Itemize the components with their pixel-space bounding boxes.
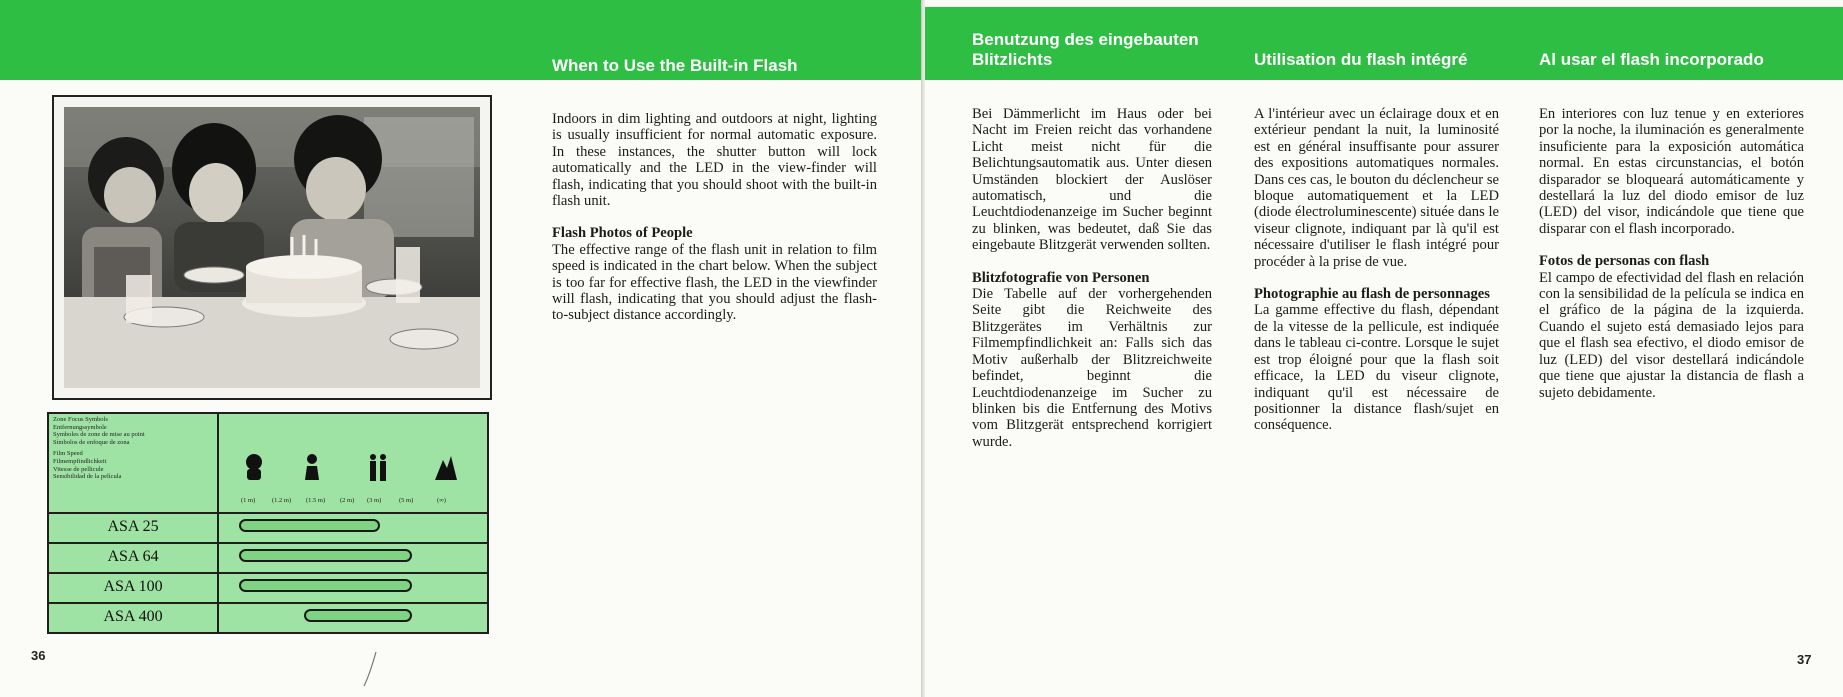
- english-header: When to Use the Built-in Flash: [552, 56, 798, 75]
- french-subhead: Photographie au flash de personnages: [1254, 286, 1490, 303]
- zone-legend-line: Symboles de zone de mise au point: [53, 431, 145, 439]
- spanish-intro: En interiores con luz tenue y en exteriores por la noche, la iluminación es generalmente insuficiente para la exposición automática normal. En estas circunstancias, el botón disparador se bloqueará automáticamente y destellará la luz del diodo emisor de luz (LED) del visor, indicándole que tiene que disparar con el flash incorporado.: [1539, 106, 1804, 237]
- distance-label: (5 m): [399, 497, 414, 504]
- range-bar: [239, 519, 380, 532]
- spanish-subhead: Fotos de personas con flash: [1539, 253, 1710, 270]
- zone-legend-line: Zone Focus Symbols: [53, 416, 108, 423]
- french-body: La gamme effective du flash, dépendant de la vitesse de la pellicule, est indiquée dans le tableau ci-contre. Lorsque le sujet est trop éloigné pour que la flash soit efficace, la LED du viseur clignote, indiquant qu'il est nécessaire de positionner la distance flash/sujet en conséquence.: [1254, 302, 1499, 434]
- asa-row: [49, 602, 487, 630]
- german-intro: Bei Dämmerlicht im Haus oder bei Nacht im Freien reicht das vorhandene Licht meist nicht für die Belichtungsautomatik aus. Unter diesen Umständen blockiert der Auslöser automatisch, und die Leuchtdiodenanzeige im Sucher beginnt zu blinken, was bedeutet, daß Sie das eingebaute Blitzgerät verwenden sollten.: [972, 106, 1212, 254]
- asa-label: ASA 64: [107, 548, 159, 565]
- range-bar: [239, 549, 412, 562]
- distance-label: (3 m): [367, 497, 382, 504]
- asa-row: [49, 542, 487, 570]
- spanish-header: Al usar el flash incorporado: [1539, 50, 1764, 69]
- asa-label: ASA 100: [103, 578, 163, 595]
- distance-label: (1.2 m): [272, 497, 292, 504]
- zone-legend-line: Símbolos de enfoque de zona: [53, 438, 130, 446]
- half-figure-icon: [301, 452, 323, 482]
- distance-label: (2 m): [340, 497, 355, 504]
- chart-legend: [53, 416, 223, 481]
- distance-label: (1.5 m): [306, 497, 326, 504]
- spanish-text: [1539, 106, 1804, 401]
- german-subhead: Blitzfotografie von Personen: [972, 269, 1150, 286]
- range-bar: [304, 609, 412, 622]
- german-header: Benutzung des eingebauten Blitzlichts: [972, 30, 1199, 69]
- flash-range-chart: [47, 412, 489, 634]
- range-bar: [239, 579, 412, 592]
- two-figures-icon: [367, 452, 389, 482]
- english-body: The effective range of the flash unit in relation to film speed is indicated in the chart below. When the subject is too far for effective flash, the LED in the viewfinder will flash, indicating that you should adjust the flash-to-subject distance accordingly.: [552, 241, 877, 324]
- distance-label: (1 m): [241, 497, 256, 504]
- film-legend-line: Filmempfindlichkeit: [53, 457, 107, 465]
- mountain-icon: [435, 452, 457, 482]
- english-intro: Indoors in dim lighting and outdoors at night, lighting is usually insufficient for normal automatic exposure. In these instances, the shutter button will lock automatically and the LED in the view-finder will flash, indicating that you should shoot with the built-in flash unit.: [552, 111, 877, 210]
- page-37: [925, 0, 1843, 697]
- pen-stroke: [362, 650, 402, 690]
- asa-label: ASA 25: [107, 518, 159, 535]
- page-number: 36: [31, 648, 46, 663]
- asa-row: [49, 572, 487, 600]
- french-text: [1254, 106, 1499, 434]
- german-body: Die Tabelle auf der vorhergehenden Seite gibt die Reichweite des Blitzgerätes im Verhältnis zur Filmempfindlichkeit an: Falls sich das Motiv außerhalb der Blitzreichweite befindet, beginnt die Leuchtdiodenanzeige im Sucher zu blinken bis die Entfernung des Motivs vom Blitzgerät entsprechend korrigiert wurde.: [972, 286, 1212, 450]
- film-legend-line: Sensibilidad de la película: [53, 473, 122, 481]
- zone-legend-line: Entfernungssymbole: [53, 423, 107, 431]
- film-legend-line: Film Speed: [53, 450, 83, 458]
- english-subhead: Flash Photos of People: [552, 225, 693, 242]
- birthday-photo: [52, 95, 492, 400]
- english-text: [552, 111, 877, 324]
- french-header: Utilisation du flash intégré: [1254, 50, 1468, 69]
- page-number: 37: [1797, 652, 1812, 667]
- film-legend-line: Vitesse de pellicule: [53, 465, 104, 473]
- french-intro: A l'intérieur avec un éclairage doux et en extérieur pendant la nuit, la luminosité est en général insuffisante pour assurer des expositions automatiques normales. Dans ces cas, le bouton du déclencheur se bloque automatiquement et la LED (diode électroluminescente) située dans le viseur clignote, indiquant par là qu'il est nécessaire d'utiliser le flash intégré pour procéder à la prise de vue.: [1254, 106, 1499, 270]
- distance-label: (∞): [437, 497, 446, 504]
- asa-row: [49, 512, 487, 540]
- head-portrait-icon: [243, 452, 265, 482]
- asa-label: ASA 400: [103, 608, 163, 625]
- german-text: [972, 106, 1212, 450]
- chart-header: [49, 414, 487, 514]
- spanish-body: El campo de efectividad del flash en relación con la sensibilidad de la película se indica en el gráfico de la página de la izquierda. Cuando el sujeto está demasiado lejos para que el flash sea efectivo, el diodo emisor de luz (LED) del visor destellará indicándole que tiene que ajustar la distancia de flash a sujeto debidamente.: [1539, 269, 1804, 401]
